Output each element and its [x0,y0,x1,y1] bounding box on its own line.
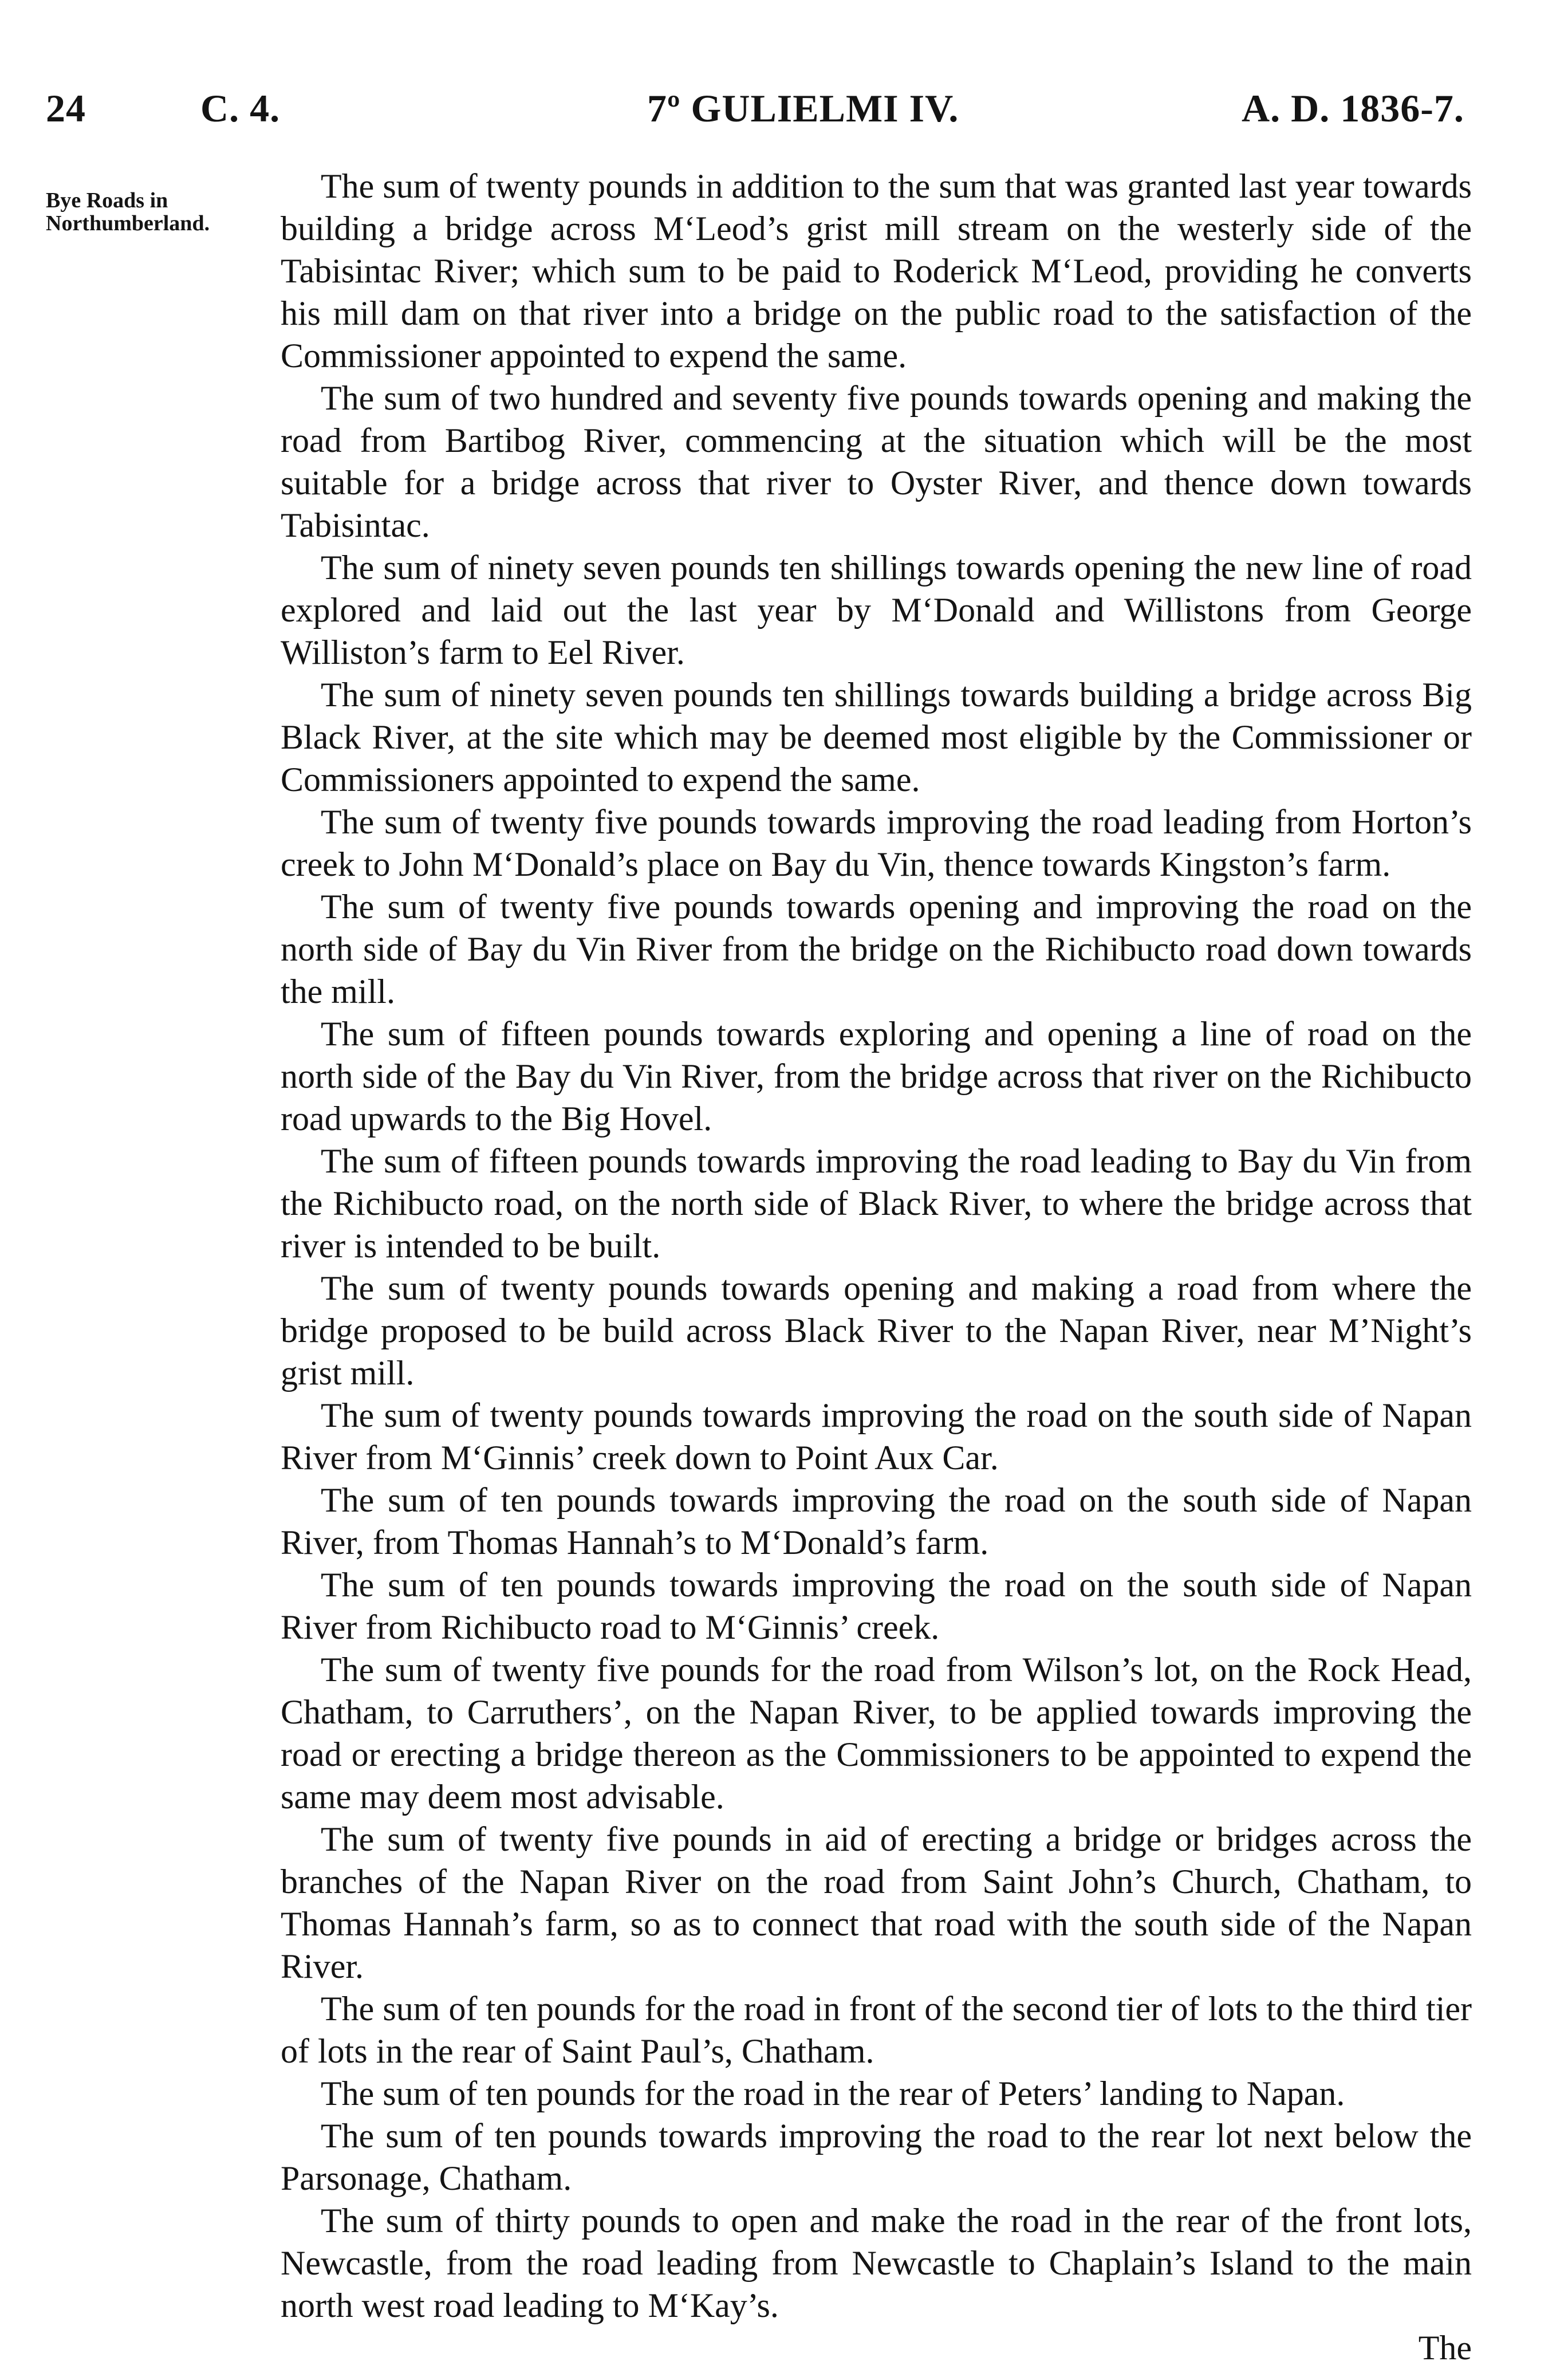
paragraph: The sum of twenty five pounds towards opening and improving the road on the north side of Bay du Vin River from the bridge on the Richibucto road down towards the mill. [281,888,1472,1010]
paragraph: The sum of ninety seven pounds ten shillings towards building a bridge across Big Black River, at the site which may be deemed most eligible by the Commissioner or Commissioners appointed to expend the same. [281,676,1472,798]
paragraph: The sum of twenty five pounds towards improving the road leading from Horton’s creek to John M‘Donald’s place on Bay du Vin, thence towards Kingston’s farm. [281,803,1472,883]
paragraph: The sum of two hundred and seventy five pounds towards opening and making the road from Bartibog River, commencing at the situation which will be the most suitable for a bridge across that river to Oyster River, and thence down towards Tabisintac. [281,379,1472,544]
paragraph: The sum of ten pounds towards improving the road on the south side of Napan River from Richibucto road to M‘Ginnis’ creek. [281,1566,1472,1646]
paragraph: The sum of ten pounds for the road in front of the second tier of lots to the third tier of lots in the rear of Saint Paul’s, Chatham. [281,1990,1472,2070]
catchword: The [1418,2329,1472,2367]
paragraph: The sum of fifteen pounds towards improving the road leading to Bay du Vin from the Richibucto road, on the north side of Black River, to where the bridge across that river is intended to be built. [281,1142,1472,1265]
paragraph: The sum of twenty pounds towards opening and making a road from where the bridge proposed to be build across Black River to the Napan River, near M’Night’s grist mill. [281,1269,1472,1392]
regnal-year: 7º GULIELMI IV. [647,86,959,130]
year-label: A. D. 1836-7. [1242,86,1464,130]
body-text [281,165,1472,2369]
paragraph: The sum of twenty pounds in addition to the sum that was granted last year towards building a bridge across M‘Leod’s grist mill stream on the westerly side of the Tabisintac River; which sum to be paid to Roderick M‘Leod, providing he converts his mill dam on that river into a bridge on the public road to the satisfaction of the Commissioner appointed to expend the same. [281,167,1472,375]
paragraph: The sum of ten pounds towards improving the road on the south side of Napan River, from Thomas Hannah’s to M‘Donald’s farm. [281,1481,1472,1561]
paragraph: The sum of ten pounds for the road in the rear of Peters’ landing to Napan. [321,2075,1345,2112]
paragraph: The sum of ninety seven pounds ten shillings towards opening the new line of road explored and laid out the last year by M‘Donald and Willistons from George Williston’s farm to Eel River. [281,549,1472,671]
page-number: 24 [46,86,86,130]
margin-note: Bye Roads in Northumberland. [46,188,210,235]
paragraph: The sum of twenty pounds towards improving the road on the south side of Napan River from M‘Ginnis’ creek down to Point Aux Car. [281,1396,1472,1477]
chapter-label: C. 4. [200,86,281,130]
paragraph: The sum of ten pounds towards improving the road to the rear lot next below the Parsonage, Chatham. [281,2117,1472,2197]
paragraph: The sum of twenty five pounds in aid of erecting a bridge or bridges across the branches of the Napan River on the road from Saint John’s Church, Chatham, to Thomas Hannah’s farm, so as to connect that road with the south side of the Napan River. [281,1820,1472,1985]
page-header [0,86,1568,155]
paragraph: The sum of thirty pounds to open and make the road in the rear of the front lots, Newcastle, from the road leading from Newcastle to Chaplain’s Island to the main north west road leading to M‘Kay’s. [281,2202,1472,2324]
paragraph: The sum of twenty five pounds for the road from Wilson’s lot, on the Rock Head, Chatham, to Carruthers’, on the Napan River, to be applied towards improving the road or erecting a bridge thereon as the Commissioners to be appointed to expend the same may deem most advisable. [281,1651,1472,1816]
paragraph: The sum of fifteen pounds towards exploring and opening a line of road on the north side of the Bay du Vin River, from the bridge across that river on the Richibucto road upwards to the Big Hovel. [281,1015,1472,1138]
